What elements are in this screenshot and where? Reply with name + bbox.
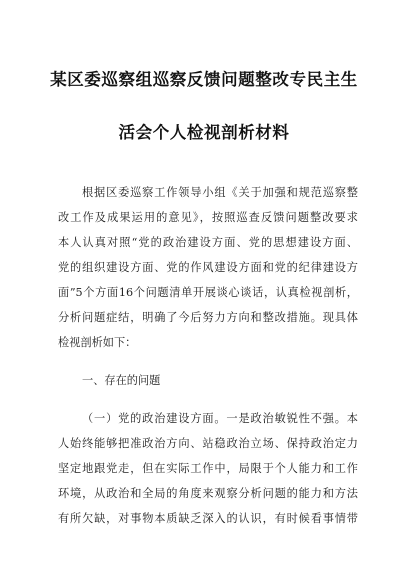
paragraph-2-line-2: 人始终能够把准政治方向、站稳政治立场、保持政治定力 [58,437,358,450]
paragraph-1-line-2: 改工作及成果运用的意见》，按照巡查反馈问题整改要求 [58,211,358,224]
paragraph-2-line-1: （一）党的政治建设方面。一是政治敏锐性不强。本 [82,412,358,425]
paragraph-1-line-3: 本人认真对照“党的政治建设方面、党的思想建设方面、 [58,236,358,249]
paragraph-2-line-5: 有所欠缺，对事物本质缺乏深入的认识，有时候看事情带 [58,512,358,525]
document-title-line-2: 活会个人检视剖析材料 [118,123,290,142]
section-heading: 一、存在的问题 [82,374,161,387]
paragraph-1-line-7: 检视剖析如下： [58,336,137,349]
document-title-line-1: 某区委巡察组巡察反馈问题整改专民主生 [50,70,358,89]
paragraph-2-line-3: 坚定地跟党走，但在实际工作中，局限于个人能力和工作 [58,462,358,475]
paragraph-1-line-5: 面”5个方面16个问题清单开展谈心谈话，认真检视剖析， [58,286,358,299]
paragraph-2-line-4: 环境，从政治和全局的角度来观察分析问题的能力和方法 [58,487,358,500]
paragraph-1-line-6: 分析问题症结，明确了今后努力方向和整改措施。现具体 [58,311,358,324]
paragraph-1-line-1: 根据区委巡察工作领导小组《关于加强和规范巡察整 [82,186,358,199]
paragraph-1-line-4: 党的组织建设方面、党的作风建设方面和党的纪律建设方 [58,261,358,274]
